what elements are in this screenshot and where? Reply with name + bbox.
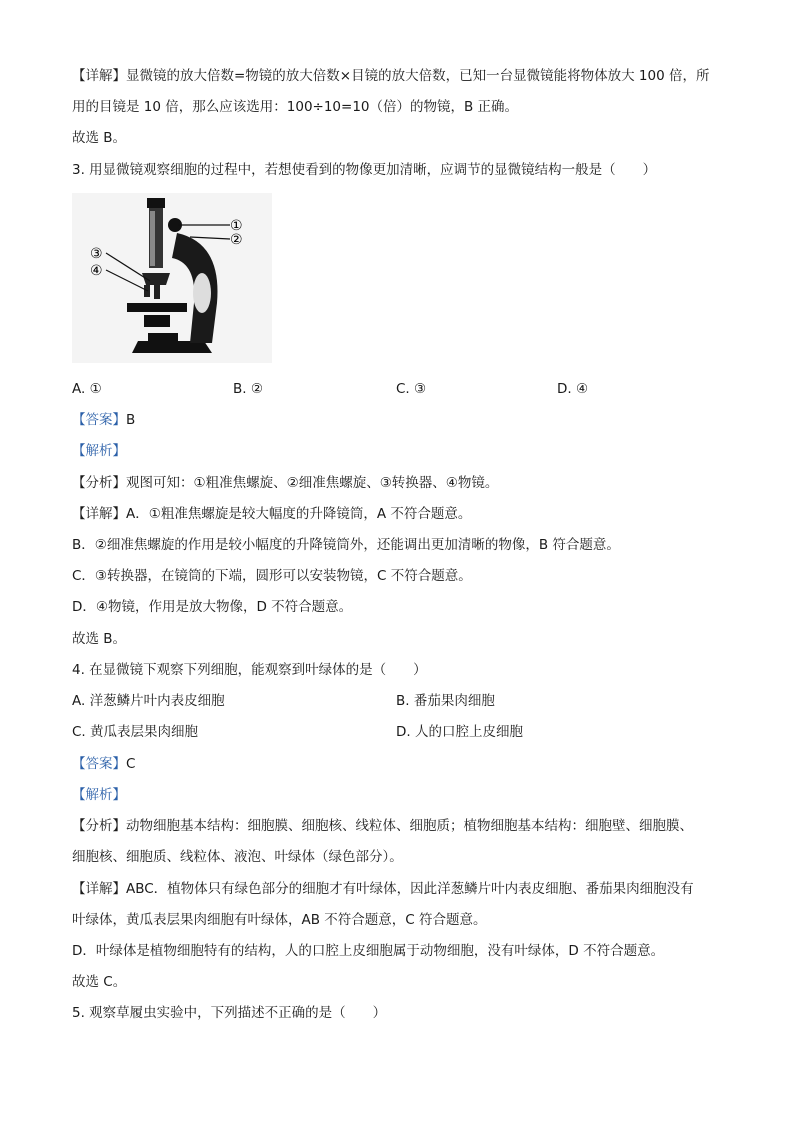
q3-detail-d: D．④物镜，作用是放大物像，D 不符合题意。 [72,599,353,615]
q3-analysis: 【分析】观图可知：①粗准焦螺旋、②细准焦螺旋、③转换器、④物镜。 [72,475,499,491]
q4-detail-d: D．叶绿体是植物细胞特有的结构，人的口腔上皮细胞属于动物细胞，没有叶绿体，D 不符合题意。 [72,943,665,959]
answer-value: B [126,412,136,428]
q2-detail-line2: 用的目镜是 10 倍，那么应该选用：100÷10=10（倍）的物镜，B 正确。 [72,99,519,115]
q4-option-d: D. 人的口腔上皮细胞 [396,724,523,740]
q4-option-c: C. 黄瓜表层果肉细胞 [72,724,199,740]
tube-highlight [150,211,155,266]
q3-analysis-tag: 【解析】 [72,443,126,459]
q4-stem: 4. 在显微镜下观察下列细胞，能观察到叶绿体的是（ ） [72,662,427,678]
q5-stem: 5. 观察草履虫实验中，下列描述不正确的是（ ） [72,1005,387,1021]
q3-detail-a: 【详解】A．①粗准焦螺旋是较大幅度的升降镜筒，A 不符合题意。 [72,506,472,522]
q3-option-b: B. ② [233,381,263,397]
q4-option-a: A. 洋葱鳞片叶内表皮细胞 [72,693,225,709]
q3-stem: 3. 用显微镜观察细胞的过程中，若想使看到的物像更加清晰，应调节的显微镜结构一般是（ ） [72,162,657,178]
q3-option-c: C. ③ [396,381,427,397]
q4-conclusion: 故选 C。 [72,974,127,990]
q2-conclusion: 故选 B。 [72,130,127,146]
q3-option-d: D. ④ [557,381,589,397]
answer-value: C [126,756,136,772]
figure-label-4: ④ [90,263,103,279]
q3-detail-b: B．②细准焦螺旋的作用是较小幅度的升降镜筒外，还能调出更加清晰的物像，B 符合题意。 [72,537,620,553]
figure-label-3: ③ [90,246,103,262]
q3-answer [72,410,135,430]
q4-option-b: B. 番茄果肉细胞 [396,693,495,709]
q2-detail-line1: 【详解】显微镜的放大倍数=物镜的放大倍数×目镜的放大倍数，已知一台显微镜能将物体放大 100 倍，所 [72,68,710,84]
microscope-stage [127,303,187,312]
q3-option-a: A. ① [72,381,102,397]
microscope-figure [72,193,272,363]
q4-analysis-line1: 【分析】动物细胞基本结构：细胞膜、细胞核、线粒体、细胞质；植物细胞基本结构：细胞壁、细胞膜、 [72,818,693,834]
microscope-condenser [144,315,170,327]
arm-hole [193,273,211,313]
answer-tag: 【答案】 [72,412,126,428]
objective-lens-2 [154,285,160,299]
figure-label-2: ② [230,232,243,248]
q3-conclusion: 故选 B。 [72,631,127,647]
figure-label-1: ① [230,218,243,234]
q4-detail-line2: 叶绿体，黄瓜表层果肉细胞有叶绿体，AB 不符合题意，C 符合题意。 [72,912,487,928]
q4-detail-line1: 【详解】ABC．植物体只有绿色部分的细胞才有叶绿体，因此洋葱鳞片叶内表皮细胞、番茄果肉细胞没有 [72,881,694,897]
microscope-pillar-foot [148,333,178,343]
answer-tag: 【答案】 [72,756,126,772]
q4-analysis-tag: 【解析】 [72,787,126,803]
q3-detail-c: C．③转换器，在镜筒的下端，圆形可以安装物镜，C 不符合题意。 [72,568,472,584]
q4-analysis-line2: 细胞核、细胞质、线粒体、液泡、叶绿体（绿色部分）。 [72,849,403,865]
eyepiece [147,198,165,208]
q4-answer [72,754,135,774]
